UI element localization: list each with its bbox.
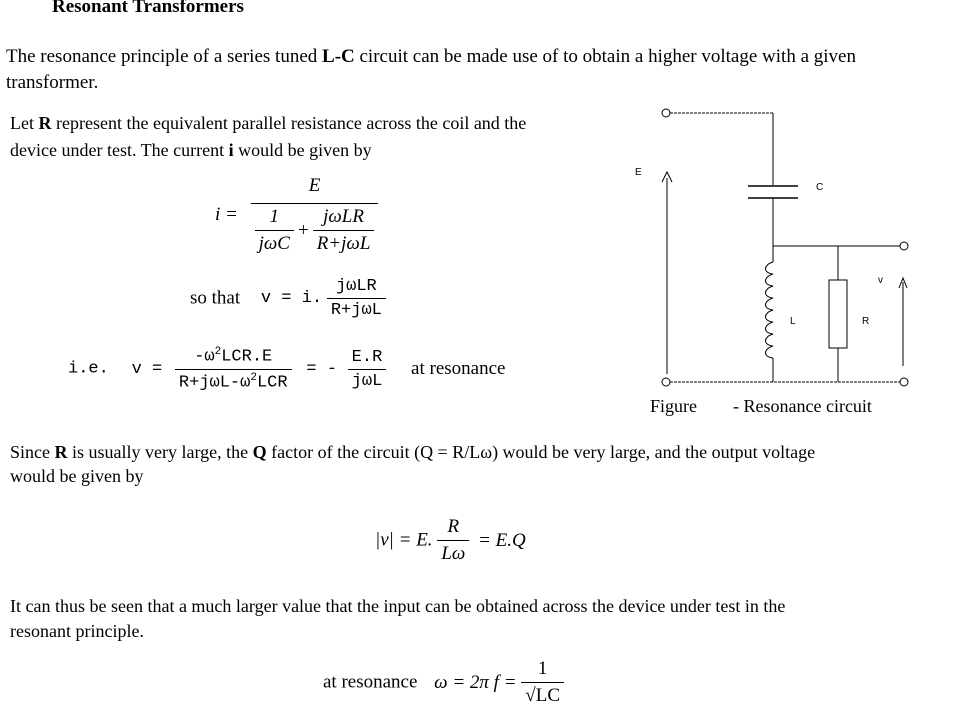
- label-R: R: [862, 316, 870, 327]
- output-voltage-equation: |v| = E. $\frac{R}{L\omega}$ = E.Q: [375, 516, 526, 564]
- label-E: E: [635, 167, 642, 178]
- since-paragraph: Since R is usually very large, the Q factor of the circuit (Q = R/Lω) would be very large, and the output voltage would be given by: [10, 442, 816, 486]
- output-terminal-bottom: [900, 378, 908, 386]
- input-terminal-bottom: [662, 378, 670, 386]
- label-v: v: [878, 275, 883, 286]
- label-C: C: [816, 182, 824, 193]
- label-L: L: [790, 316, 796, 327]
- resonance-voltage-equation: i.e. v = $\frac{-\omega^2LCR.E}{R+j\omega L-\omega^2LCR}$ = - $\frac{E.R}{\text{jωL}}$ at resonance: [68, 346, 506, 393]
- output-terminal-top: [900, 242, 908, 250]
- input-terminal-top: [662, 109, 670, 117]
- resonance-circuit-diagram: [635, 100, 940, 400]
- page-title: Resonant Transformers: [52, 0, 244, 17]
- current-equation: i = E $\frac{1}{\text{jωC}}$ + $\frac{\text{jωLR}}{\text{R+jωL}}$: [215, 175, 378, 255]
- resistor-symbol: [829, 280, 847, 348]
- let-paragraph: Let R represent the equivalent parallel resistance across the coil and the device under test. The current i would be given by: [10, 113, 527, 160]
- figure-caption: Figure - Resonance circuit: [650, 396, 872, 416]
- intro-paragraph: The resonance principle of a series tuned L-C circuit can be made use of to obtain a higher voltage with a given transformer.: [6, 46, 856, 93]
- inductor-coil: [766, 262, 774, 358]
- voltage-equation: so that v = i. $\frac{\text{jωLR}}{\text{R+jωL}}$: [190, 277, 386, 320]
- resonance-frequency-equation: at resonance ω = 2π f = $\frac{1}{√LC}$: [323, 658, 564, 707]
- thus-paragraph: It can thus be seen that a much larger value that the input can be obtained across the device under test in the resonant principle.: [10, 596, 786, 641]
